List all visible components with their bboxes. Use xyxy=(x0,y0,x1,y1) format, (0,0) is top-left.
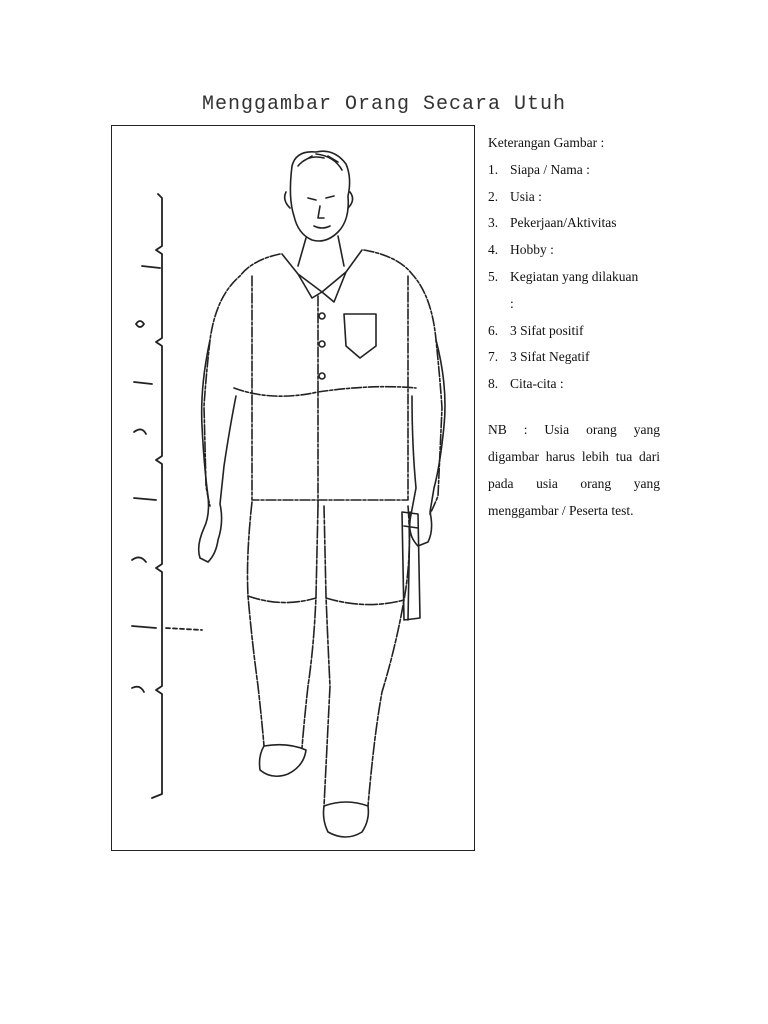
list-item xyxy=(488,237,660,264)
person-drawing xyxy=(112,126,476,852)
left-shoe xyxy=(260,745,307,777)
list-item xyxy=(488,184,660,211)
item-number: 5. xyxy=(488,268,499,284)
nb-note: NB : Usia orang yang digambar harus lebih tua dari pada usia orang yang menggambar / Peserta test. xyxy=(488,421,660,518)
page-title: Menggambar Orang Secara Utuh xyxy=(201,93,567,116)
notes-heading: Keterangan Gambar : xyxy=(488,135,605,150)
item-text: 3 Sifat Negatif xyxy=(510,349,590,365)
item-continuation-text: : xyxy=(510,295,514,311)
notes-list xyxy=(488,157,660,398)
item-number: 4. xyxy=(488,242,499,258)
list-item xyxy=(488,344,660,371)
item-number: 8. xyxy=(488,376,499,392)
item-number: 2. xyxy=(488,188,499,204)
list-item xyxy=(488,210,660,237)
list-item xyxy=(488,264,660,291)
list-item xyxy=(488,318,660,345)
list-item xyxy=(488,157,660,184)
list-item xyxy=(488,371,660,398)
picture-notes-panel xyxy=(488,130,660,524)
right-shoe xyxy=(324,802,369,837)
item-number: 3. xyxy=(488,215,499,231)
shirt xyxy=(204,250,442,514)
figure-drawing-frame xyxy=(111,125,475,851)
head xyxy=(285,151,353,241)
item-text: Usia : xyxy=(510,188,542,204)
measurement-scale xyxy=(132,194,202,798)
collar xyxy=(282,250,362,302)
item-text: Kegiatan yang dilakuan xyxy=(510,268,639,284)
shirt-pocket xyxy=(344,314,376,358)
item-text: Hobby : xyxy=(510,242,554,258)
item-text: Cita-cita : xyxy=(510,376,564,392)
item-text: Pekerjaan/Aktivitas xyxy=(510,215,617,231)
trousers xyxy=(248,502,410,806)
shirt-buttons xyxy=(319,313,325,379)
item-number: 6. xyxy=(488,322,499,338)
list-item-continuation xyxy=(488,291,660,318)
item-text: Siapa / Nama : xyxy=(510,161,590,177)
left-arm xyxy=(199,340,236,562)
briefcase xyxy=(402,512,420,620)
item-number: 1. xyxy=(488,161,499,177)
item-text: 3 Sifat positif xyxy=(510,322,584,338)
item-number: 7. xyxy=(488,349,499,365)
